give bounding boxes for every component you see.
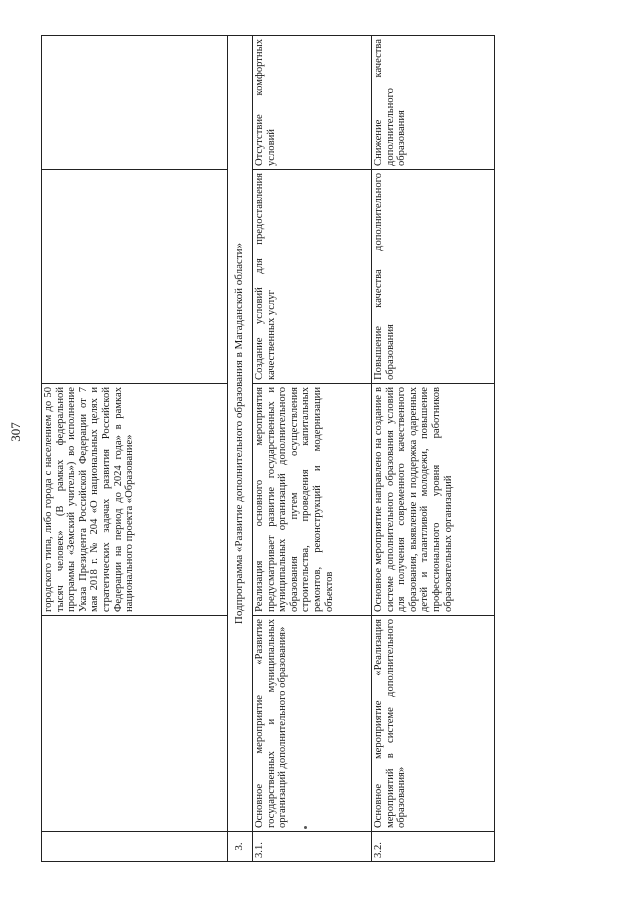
row-number-cell: 3.1.	[253, 832, 372, 862]
subprogram-number: 3.	[228, 832, 253, 862]
subprogram-title: Подпрограмма «Развитие дополнительного образования в Магаданской области»	[228, 36, 253, 832]
table-row	[42, 36, 228, 862]
measure-description-cell: городского типа, либо города с населением до 50 тысяч человек» (В рамках федеральной программы «Земский учитель») во исполнение Указа Президента Российской Федерации от 7 мая 2018 г. № 204 «О национальных целях и стратегических задачах развития Российской Федерации на период до 2024 года» в рамках национального проекта «Образование»	[42, 384, 228, 616]
measure-name-cell: Основное мероприятие «Развитие государственных и муниципальных организаций дополнительного образования»	[253, 616, 372, 832]
measure-description-cell: Реализация основного мероприятия предусматривает развитие государственных и муниципальных организаций дополнительного образования путем осуществления строительства, проведения капитальных ремонтов, реконструкций и модернизации объектов	[253, 384, 372, 616]
measures-table-page	[41, 36, 454, 862]
expected-result-cell	[42, 170, 228, 384]
expected-result-cell: Создание условий для предоставления качественных услуг	[253, 170, 372, 384]
measure-name-cell	[42, 616, 228, 832]
measures-table	[41, 35, 495, 862]
page-number: 307	[8, 422, 23, 442]
row-number-cell	[42, 832, 228, 862]
scan-speck	[304, 826, 307, 829]
measure-description-cell: Основное мероприятие направлено на создание в системе дополнительного образования условий для получения современного качественного образования, выявление и поддержка одаренных детей и талантливой молодежи, повышение профессионального уровня работников образовательных организаций	[372, 384, 495, 616]
subprogram-row	[228, 36, 253, 862]
risk-cell	[42, 36, 228, 170]
risk-cell: Снижение качества дополнительного образования	[372, 36, 495, 170]
expected-result-cell: Повышение качества дополнительного образования	[372, 170, 495, 384]
row-number-cell: 3.2.	[372, 832, 495, 862]
table-row	[372, 36, 495, 862]
risk-cell: Отсутствие комфортных условий	[253, 36, 372, 170]
table-row	[253, 36, 372, 862]
measure-name-cell: Основное мероприятие «Реализация мероприятий в системе дополнительного образования»	[372, 616, 495, 832]
